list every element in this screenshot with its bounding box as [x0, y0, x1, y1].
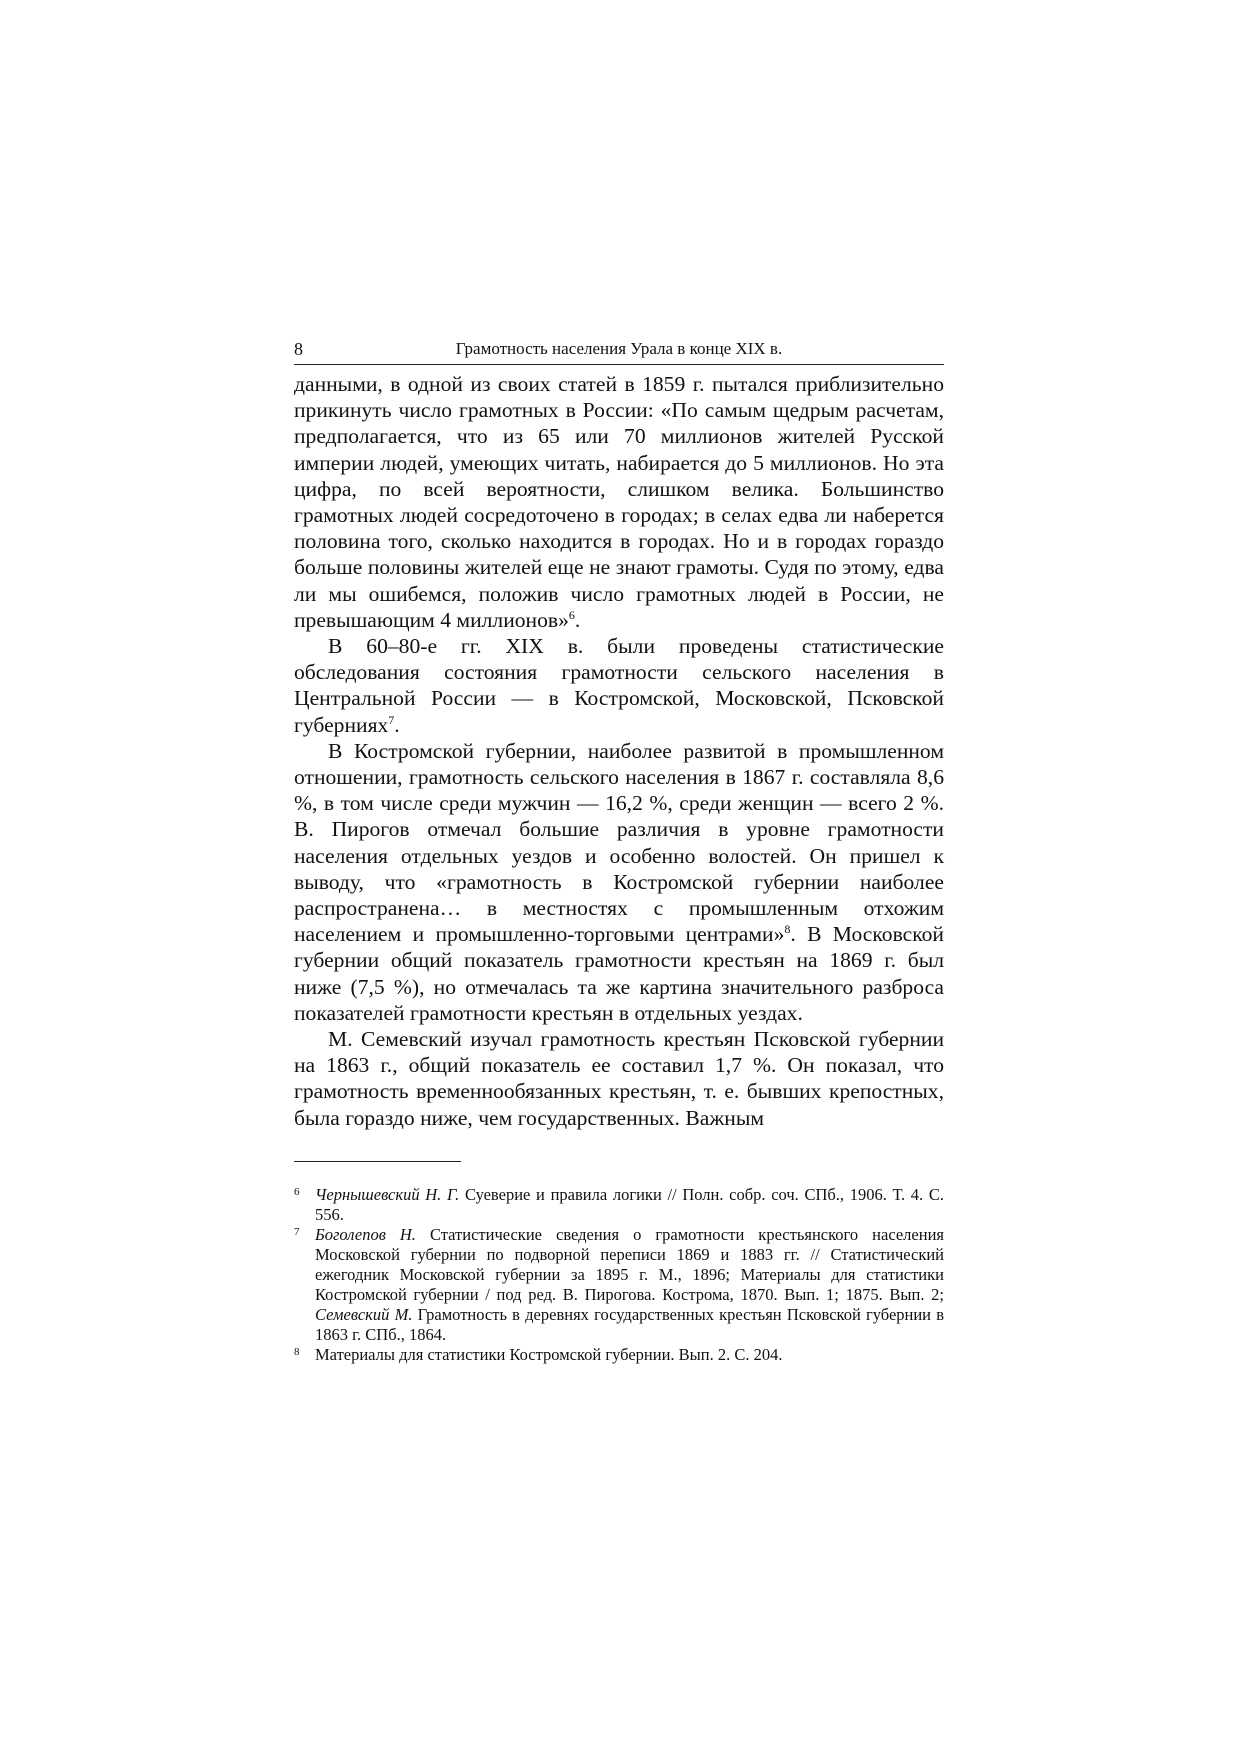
- paragraph-tail: . В Московской губернии общий показатель грамотности крестьян на 1869 г. был ниже (7,5 %), но отмечалась та же картина значительного разброса показателей грамотности крестьян в отдельных уездах.: [294, 922, 944, 1025]
- footnote-author: Чернышевский Н. Г.: [315, 1184, 460, 1204]
- footnote-author: Боголепов Н.: [315, 1224, 416, 1244]
- main-text: [294, 371, 944, 1131]
- page-number: 8: [294, 339, 303, 359]
- footnote-ref-7[interactable]: 7: [388, 712, 395, 727]
- book-page: [294, 334, 944, 1365]
- paragraph-text: данными, в одной из своих статей в 1859 г. пытался приблизительно прикинуть число грамотных в России: «По самым щедрым расчетам, предполагается, что из 65 или 70 миллионов жителей Русской империи людей, умеющих читать, набирается до 5 миллионов. Но эта цифра, по всей вероятности, слишком велика. Большинство грамотных людей сосредоточено в городах; в селах едва ли наберется половина того, сколько находится в городах. Но и в городах гораздо больше половины жителей еще не знают грамоты. Судя по этому, едва ли мы ошибемся, положив число грамотных людей в России, не превышающим 4 миллионов»: [294, 372, 944, 632]
- paragraph-text: В 60–80-е гг. XIX в. были проведены статистические обследования состояния грамотности сельского населения в Центральной России — в Костромской, Московской, Псковской губерниях: [294, 634, 944, 737]
- footnote-number: 6: [294, 1185, 300, 1198]
- footnote-text: Материалы для статистики Костромской губернии. Вып. 2. С. 204.: [315, 1344, 783, 1364]
- paragraph-1: данными, в одной из своих статей в 1859 г. пытался приблизительно прикинуть число грамотных в России: «По самым щедрым расчетам, предполагается, что из 65 или 70 миллионов жителей Русской империи людей, умеющих читать, набирается до 5 миллионов. Но эта цифра, по всей вероятности, слишком велика. Большинство грамотных людей сосредоточено в городах; в селах едва ли наберется половина того, сколько находится в городах. Но и в городах гораздо больше половины жителей еще не знают грамоты. Судя по этому, едва ли мы ошибемся, положив число грамотных людей в России, не превышающим 4 миллионов»$^6$.: [294, 372, 944, 632]
- footnote-8: [294, 1345, 944, 1365]
- footnotes: [294, 1185, 944, 1365]
- paragraph-text: В Костромской губернии, наиболее развитой в промышленном отношении, грамотность сельского населения в 1867 г. составляла 8,6 %, в том числе среди мужчин — 16,2 %, среди женщин — всего 2 %. В. Пирогов отмечал большие различия в уровне грамотности населения отдельных уездов и особенно волостей. Он пришел к выводу, что «грамотность в Костромской губернии наиболее распространена… в местностях с промышленным отхожим населением и промышленно-торговыми центрами»: [294, 738, 944, 947]
- footnote-text: Суеверие и правила логики // Полн. собр. соч. СПб., 1906. Т. 4. С. 556.: [315, 1184, 945, 1224]
- footnote-7: [294, 1225, 944, 1345]
- paragraph-3: [294, 738, 944, 1026]
- paragraph-text: М. Семевский изучал грамотность крестьян Псковской губернии на 1863 г., общий показатель ее составил 1,7 %. Он показал, что грамотность временнообязанных крестьян, т. е. бывших крепостных, была гораздо ниже, чем государственных. Важным: [294, 1027, 944, 1130]
- running-title: Грамотность населения Урала в конце XIX в.: [455, 339, 783, 358]
- footnote-author-2: Семевский М.: [315, 1304, 413, 1324]
- footnote-divider: [294, 1161, 461, 1162]
- paragraph-end: .: [394, 712, 400, 737]
- paragraph-2: [294, 633, 944, 738]
- paragraph-4: [294, 1026, 944, 1131]
- footnote-text-2: Грамотность в деревнях государственных крестьян Псковской губернии в 1863 г. СПб., 1864.: [315, 1304, 944, 1344]
- footnote-ref-8[interactable]: 8: [784, 922, 791, 937]
- running-header: [294, 334, 944, 365]
- footnote-number: 7: [294, 1225, 300, 1238]
- footnote-ref-6[interactable]: 6: [568, 607, 575, 622]
- footnote-text: Статистические сведения о грамотности крестьянского населения Московской губернии по подворной переписи 1869 и 1883 гг. // Статистический ежегодник Московской губернии за 1895 г. М., 1896; Материалы для статистики Костромской губернии / под ред. В. Пирогова. Кострома, 1870. Вып. 1; 1875. Вып. 2;: [315, 1224, 944, 1304]
- footnote-number: 8: [294, 1345, 300, 1358]
- footnote-6: [294, 1185, 944, 1225]
